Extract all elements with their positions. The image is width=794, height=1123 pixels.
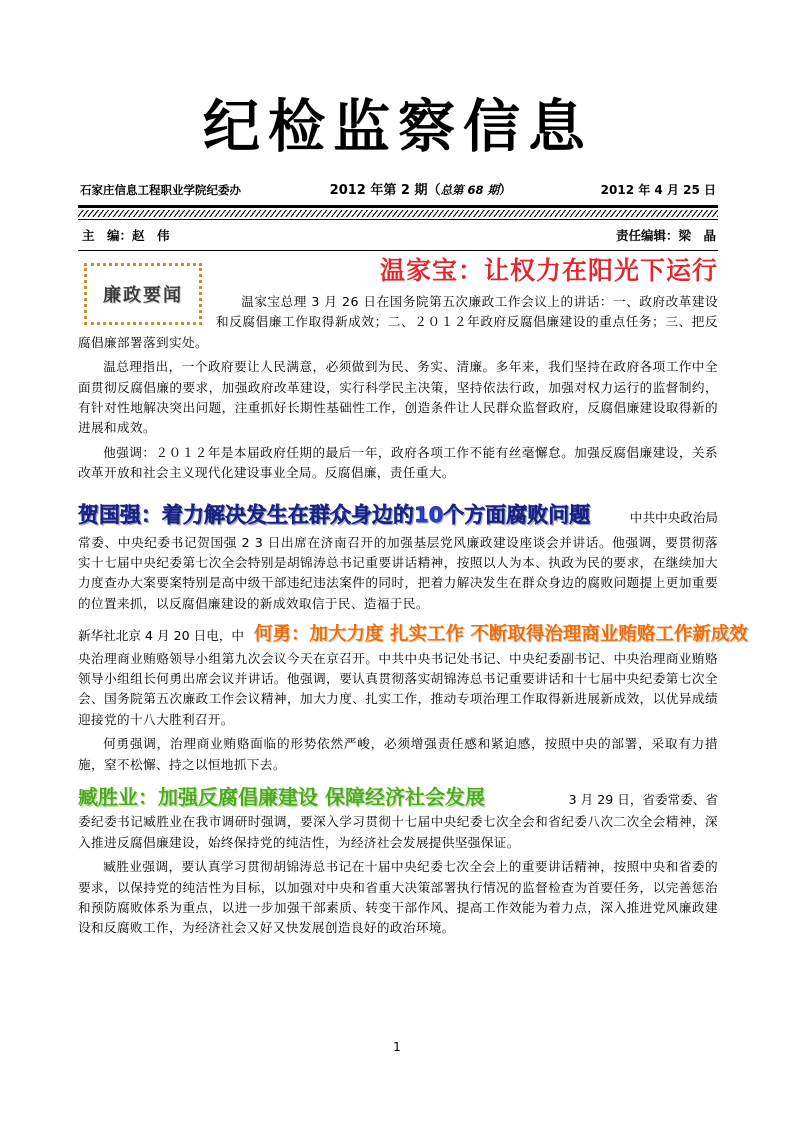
article-1-paragraph-1: 温家宝总理 3 月 26 日在国务院第五次廉政工作会议上的讲话：一、政府改革建设和反腐倡廉工作取得新成效；二、２０１２年政府反腐倡廉建设的重点任务；三、把反腐倡廉部署落到实处。 <box>78 293 718 350</box>
divider-thick <box>78 205 718 208</box>
issue-number-prefix: 2012 年第 2 期（ <box>329 182 441 198</box>
divider-thin-2 <box>78 250 718 252</box>
responsible-editor-label: 责任编辑：梁 晶 <box>615 227 716 243</box>
article-headline-2: 贺国强：着力解决发生在群众身边的10个方面腐败问题 <box>78 503 591 528</box>
page-title: 纪检监察信息 <box>203 94 593 160</box>
article-3-paragraph-1: 央治理商业贿赂领导小组第九次会议今天在京召开。中共中央书记处书记、中央纪委副书记、中央治理商业贿赂领导小组组长何勇出席会议并讲话。他强调，要认真贯彻落实胡锦涛总书记重要讲话和十七届中央纪委第七次全会、国务院第五次廉政工作会议精神，加大力度、扎实工作，推动专项治理工作取得新进展新成效，以优异成绩迎接党的十八大胜利召开。 <box>78 650 718 727</box>
article-2-head-row <box>78 493 718 530</box>
divider-hatched <box>78 210 718 217</box>
article-headline-4: 臧胜业：加强反腐倡廉建设 保障经济社会发展 <box>78 784 485 809</box>
page-number: 1 <box>393 1040 401 1054</box>
article-2-tail-lead: 中共中央政治局 <box>629 510 718 526</box>
article-4-paragraph-2: 臧胜业强调，要认真学习贯彻胡锦涛总书记在十届中央纪委七次全会上的重要讲话精神，按照中央和省委的要求，以保持党的纯洁性为目标，以加强对中央和省重大决策部署执行情况的监督检查为首要任务，以完善惩治和预防腐败体系为重点，以进一步加强干部素质、转变干部作风、提高工作效能为着力点，深入推进党风廉政建设和反腐败工作，为经济社会又好又快发展创造良好的政治环境。 <box>78 859 718 936</box>
article-headline-3: 何勇：加大力度 扎实工作 不断取得治理商业贿赂工作新成效 <box>254 624 748 646</box>
issue-number <box>330 179 512 198</box>
article-4-paragraph-1: 委纪委书记臧胜业在我市调研时强调，要深入学习贯彻十七届中央纪委七次全会和省纪委八次二次全会精神，深入推进反腐倡廉建设，始终保持党的纯洁性，为经济社会发展提供坚强保证。 <box>78 814 718 850</box>
article-3-lead: 新华社北京 4 月 20 日电，中 <box>78 628 244 644</box>
article-4-head-row <box>78 785 718 810</box>
issue-date: 2012 年 4 月 25 日 <box>600 182 716 197</box>
article-content <box>78 256 748 938</box>
article-2-paragraph-1: 常委、中央纪委书记贺国强 2 3 日出席在济南召开的加强基层党风廉政建设座谈会并讲话。他强调，要贯彻落实十七届中央纪委第七次全会特别是胡锦涛总书记重要讲话精神，按照以人为本、执政为民的要求，在继续加大力度查办大案要案特别是高中级干部违纪违法案件的同时，把着力解决发生在群众身边的腐败问题提上更加重要的位置来抓，以反腐倡廉建设的新成效取信于民、造福于民。 <box>78 534 718 611</box>
article-1-paragraph-2: 温总理指出，一个政府要让人民满意，必须做到为民、务实、清廉。多年来，我们坚持在政府各项工作中全面贯彻反腐倡廉的要求，加强政府改革建设，实行科学民主决策，坚持依法行政，加强对权力运行的监督制约，有针对性地解决突出问题，注重抓好长期性基础性工作，创造条件让人民群众监督政府，反腐倡廉建设取得新的进展和成效。 <box>78 359 718 436</box>
article-3-paragraph-2: 何勇强调，治理商业贿赂面临的形势依然严峻，必须增强责任感和紧迫感，按照中央的部署，采取有力措施，窒不松懈、持之以恒地抓下去。 <box>78 736 718 772</box>
publisher-label: 石家庄信息工程职业学院纪委办 <box>80 182 241 197</box>
issue-number-suffix: ） <box>498 182 512 198</box>
article-3-head-row <box>78 624 748 646</box>
editor-line <box>78 220 718 250</box>
chief-editor-label: 主 编：赵 伟 <box>82 227 170 243</box>
issue-line <box>78 165 718 203</box>
section-badge-label: 廉政要闻 <box>103 285 183 307</box>
section-badge <box>84 263 202 325</box>
article-4-tail-lead: 3 月 29 日，省委常委、省 <box>568 791 718 807</box>
article-headline-1: 温家宝：让权力在阳光下运行 <box>379 256 718 286</box>
issue-serial: 总第 68 期 <box>440 182 499 197</box>
article-1-paragraph-3: 他强调：２０１２年是本届政府任期的最后一年，政府各项工作不能有丝毫懈怠。加强反腐倡廉建设，关系改革开放和社会主义现代化建设事业全局。反腐倡廉，责任重大。 <box>78 444 718 481</box>
page-inner <box>78 88 748 943</box>
